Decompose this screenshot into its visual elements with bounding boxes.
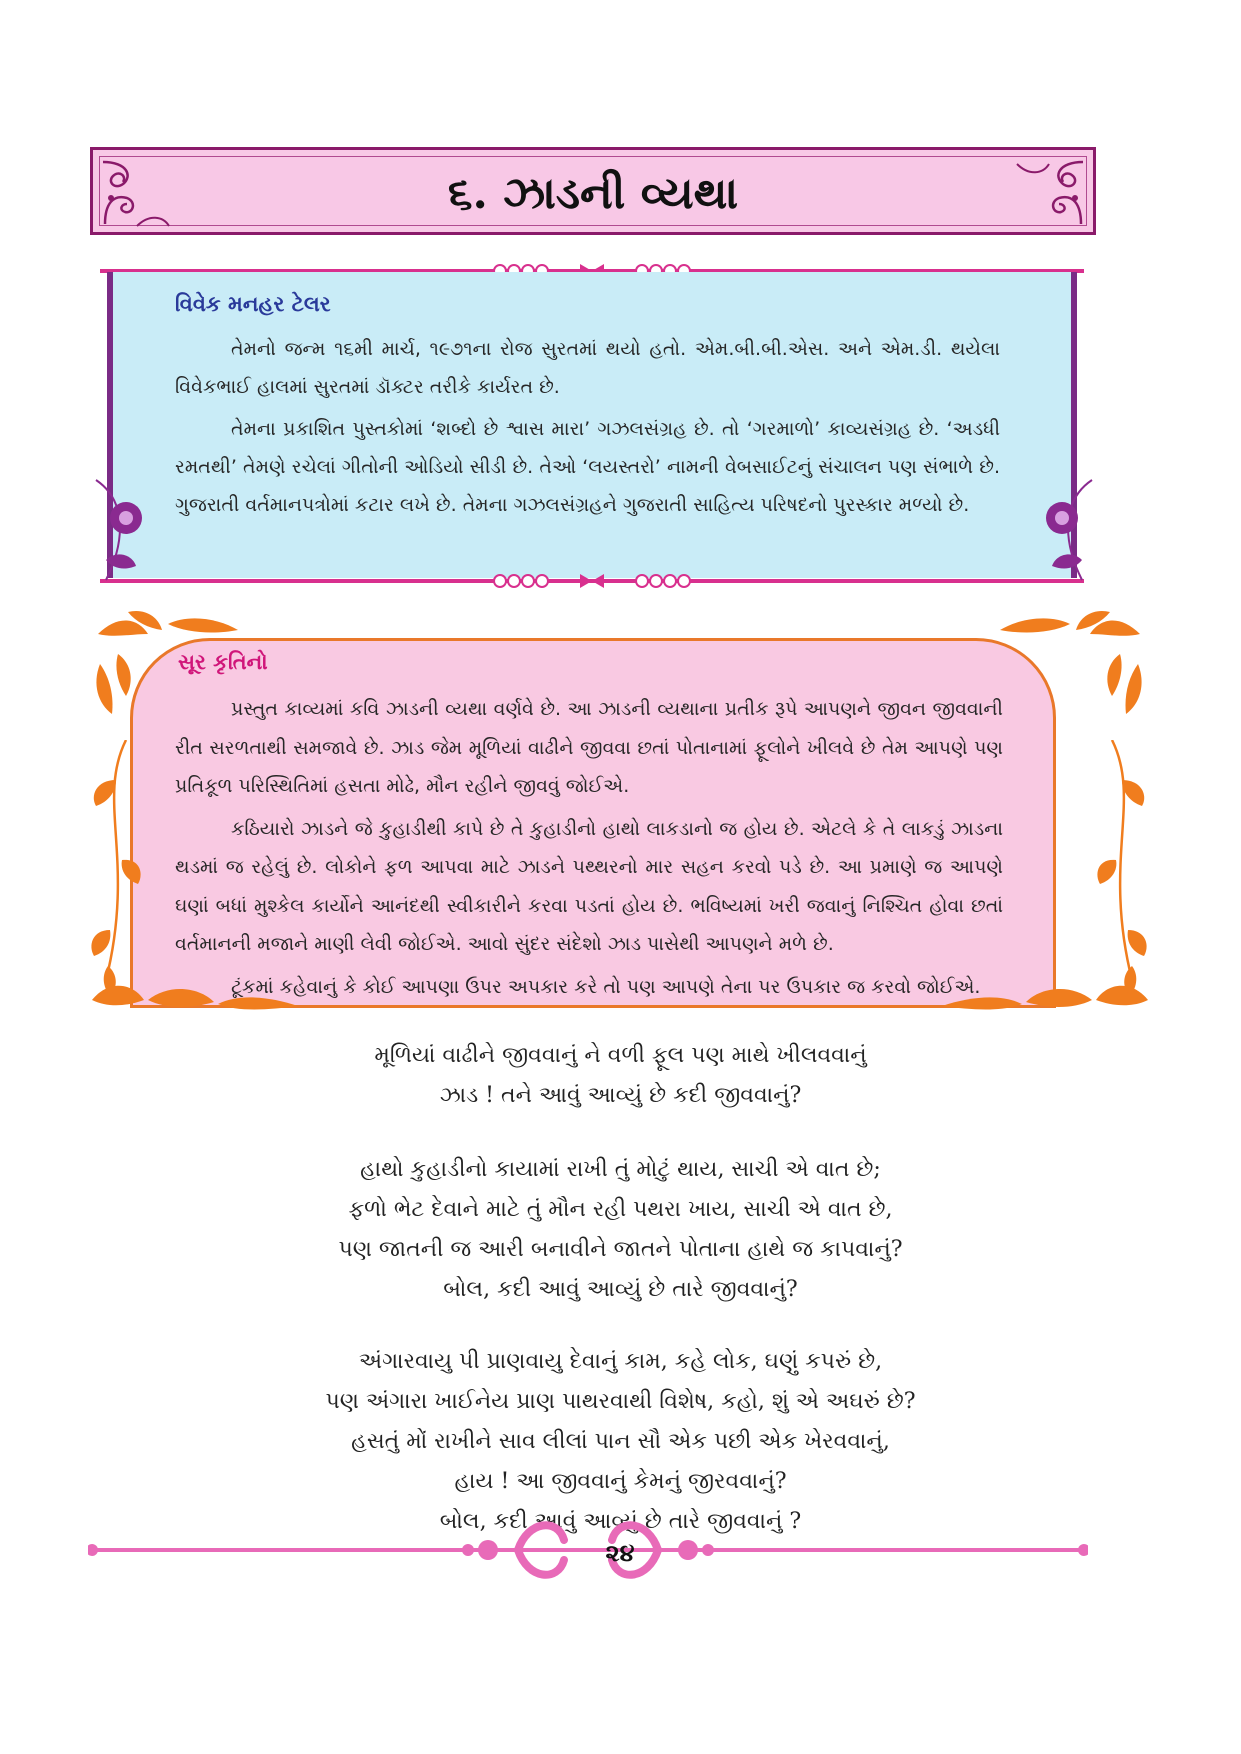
author-paragraph-2: તેમના પ્રકાશિત પુસ્તકોમાં ‘શબ્દો છે શ્વાસ મારા’ ગઝલસંગ્રહ છે. તો ‘ગરમાળો’ કાવ્યસંગ્રહ છે. ‘અડધી રમતથી’ તેમણે રચેલાં ગીતોની ઓડિયો સીડી છે. તેઓ ‘લયસ્તરો’ નામની વેબસાઈટનું સંચાલન પણ સંભાળે છે. ગુજરાતી વર્તમાનપત્રોમાં કટાર લખે છે. તેમના ગઝલસંગ્રહને ગુજરાતી સાહિત્ય પરિષદનો પુરસ્કાર મળ્યો છે. bbox=[175, 418, 1000, 516]
explanation-paragraph-2: કઠિયારો ઝાડને જે કુહાડીથી કાપે છે તે કુહાડીનો હાથો લાકડાનો જ હોય છે. એટલે કે તે લાકડું ઝાડના થડમાં જ રહેલું છે. લોકોને ફળ આપવા માટે ઝાડને પથ્થરનો માર સહન કરવો પડે છે. આ પ્રમાણે જ આપણે ઘણાં બધાં મુશ્કેલ કાર્યોને આનંદથી સ્વીકારીને કરવા પડતાં હોય છે. ભવિષ્યમાં ખરી જવાનું નિશ્ચિત હોવા છતાં વર્તમાનની મજાને માણી લેવી જોઈએ. આવો સુંદર સંદેશો ઝાડ પાસેથી આપણને મળે છે. bbox=[175, 817, 1003, 955]
explanation-paragraph-3: ટૂંકમાં કહેવાનું કે કોઈ આપણા ઉપર અપકાર કરે તો પણ આપણે તેના પર ઉપકાર જ કરવો જોઈએ. bbox=[231, 975, 981, 998]
poem-line: મૂળિયાં વાઢીને જીવવાનું ને વળી ફૂલ પણ માથે ખીલવવાનું bbox=[374, 1043, 867, 1068]
poem-line: બોલ, કદી આવું આવ્યું છે તારે જીવવાનું? bbox=[443, 1277, 798, 1302]
orange-vine-left-icon bbox=[86, 740, 146, 990]
author-bio bbox=[175, 330, 1000, 524]
poem-line: હાય ! આ જીવવાનું કેમનું જીરવવાનું? bbox=[454, 1469, 787, 1494]
poem-stanza-2 bbox=[0, 1150, 1241, 1310]
author-paragraph-1: તેમનો જન્મ ૧૬મી માર્ચ, ૧૯૭૧ના રોજ સુરતમાં થયો હતો. એમ.બી.બી.એસ. અને એમ.ડી. થયેલા વિવેકભાઈ હાલમાં સુરતમાં ડૉક્ટર તરીકે કાર્યરત છે. bbox=[175, 338, 1000, 398]
author-name: વિવેક મનહર ટેલર bbox=[175, 292, 331, 316]
poem-line: ફળો ભેટ દેવાને માટે તું મૌન રહી પથરા ખાય, સાચી એ વાત છે, bbox=[348, 1197, 893, 1222]
title-banner bbox=[90, 147, 1096, 235]
poem-line: હસતું મોં રાખીને સાવ લીલાં પાન સૌ એક પછી એક ખેરવવાનું, bbox=[351, 1429, 890, 1454]
explanation-heading: સૂર કૃતિનો bbox=[178, 650, 268, 674]
explanation-text bbox=[175, 690, 1003, 1006]
author-bottom-ornament bbox=[100, 572, 1084, 590]
poem-line: અંગારવાયુ પી પ્રાણવાયુ દેવાનું કામ, કહે લોક, ઘણું કપરું છે, bbox=[358, 1349, 883, 1374]
poem-line: પણ જાતની જ આરી બનાવીને જાતને પોતાના હાથે જ કાપવાનું? bbox=[338, 1237, 903, 1262]
author-right-flower-icon bbox=[1022, 470, 1102, 590]
page-number: ૨૪ bbox=[605, 1538, 635, 1567]
explanation-paragraph-1: પ્રસ્તુત કાવ્યમાં કવિ ઝાડની વ્યથા વર્ણવે છે. આ ઝાડની વ્યથાના પ્રતીક રૂપે આપણને જીવન જીવવાની રીત સરળતાથી સમજાવે છે. ઝાડ જેમ મૂળિયાં વાઢીને જીવવા છતાં પોતાનામાં ફૂલોને ખીલવે છે તેમ આપણે પણ પ્રતિકૂળ પરિસ્થિતિમાં હસતા મોઢે, મૌન રહીને જીવવું જોઈએ. bbox=[175, 698, 1003, 797]
orange-vine-right-icon bbox=[1092, 740, 1152, 990]
author-left-flower-icon bbox=[86, 470, 166, 590]
page-title: ૬. ઝાડની વ્યથા bbox=[447, 168, 739, 219]
poem-line: બોલ, કદી આવું આવ્યું છે તારે જીવવાનું ? bbox=[439, 1509, 802, 1534]
poem-stanza-1 bbox=[0, 1036, 1241, 1116]
poem-line: હાથો કુહાડીનો કાયામાં રાખી તું મોટું થાય, સાચી એ વાત છે; bbox=[360, 1157, 881, 1182]
poem-line: ઝાડ ! તને આવું આવ્યું છે કદી જીવવાનું? bbox=[439, 1083, 802, 1108]
poem-line: પણ અંગારા ખાઈનેય પ્રાણ પાથરવાથી વિશેષ, કહો, શું એ અઘરું છે? bbox=[325, 1389, 916, 1414]
